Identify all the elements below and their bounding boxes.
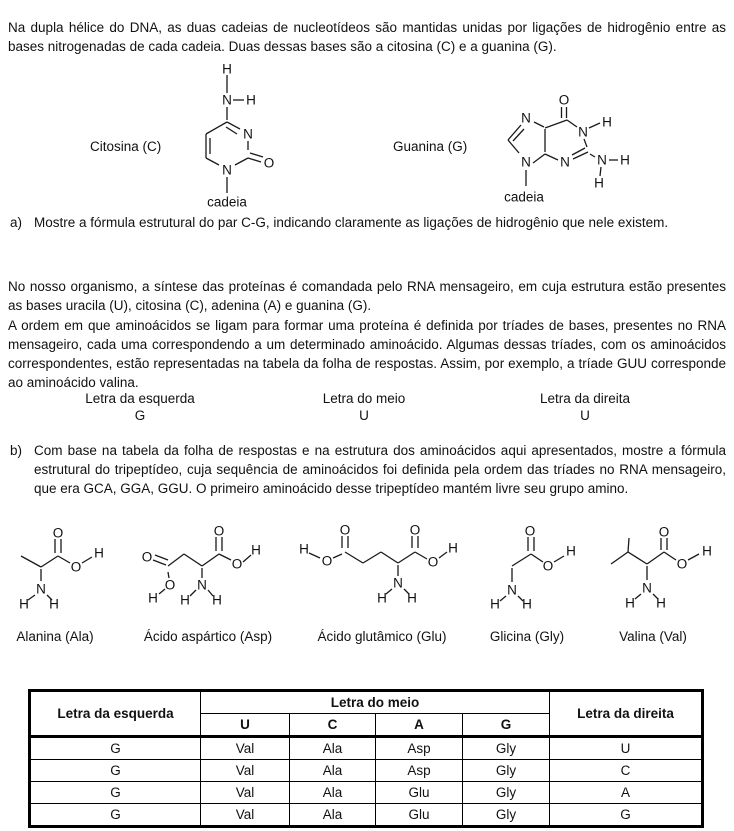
bond-line [190, 590, 196, 596]
bond-line [647, 552, 664, 564]
atom-label: O [213, 523, 225, 539]
table-row [30, 760, 703, 782]
atom-label: N [393, 575, 403, 591]
table-cell: Asp [376, 737, 463, 760]
table-row [30, 737, 703, 760]
atom-label: H [377, 590, 387, 606]
bond-line [21, 556, 41, 567]
bond-line [168, 554, 184, 566]
atom-label: H [407, 590, 417, 606]
atom-label: cadeia [504, 189, 544, 205]
bond-line [184, 554, 202, 566]
bond-line [554, 556, 564, 562]
bond-line [500, 596, 506, 601]
atom-label: H [602, 114, 612, 130]
atom-label: N [597, 152, 607, 168]
triad-right-letter: U [580, 408, 590, 423]
table-cell: G [550, 804, 703, 827]
atom-label: O [339, 522, 351, 538]
codon-table [28, 689, 704, 828]
glutamic-structure-diagram [298, 520, 460, 620]
aspartic-label: Ácido aspártico (Asp) [143, 629, 273, 644]
bond-line [333, 554, 342, 558]
atom-label: O [263, 155, 275, 171]
atom-label: N [243, 126, 253, 142]
table-cell: Ala [290, 782, 376, 804]
atom-label: O [70, 559, 82, 575]
question-item-a [8, 213, 726, 232]
table-cell: G [30, 760, 201, 782]
atom-label: N [222, 162, 232, 178]
triads-paragraph: A ordem em que aminoácidos se ligam para formar uma proteína é definida por tríades de bases, presentes no RNA mensageiro, cada uma correspondendo a um determinado aminoácido. Algumas dessas tríades, com os aminoácidos correspondentes, estão representadas na tabela da folha de respostas. Assim, por exemplo, a tríade GUU corresponde ao aminoácido valina. [8, 317, 726, 390]
atom-label: cadeia [207, 194, 247, 210]
atom-label: N [560, 154, 570, 170]
atom-label: O [321, 553, 333, 569]
atom-label: H [625, 595, 635, 611]
bond-line [219, 554, 231, 560]
item-b-text: Com base na tabela da folha de respostas e na estrutura dos aminoácidos aqui apresentados, mostre a fórmula estrutural do tripeptídeo, cuja sequência de aminoácidos foi definida pela ordem das tríades no RNA mensageiro, que era GCA, GGA, GGU. O primeiro aminoácido desse tripeptídeo mantém livre seu grupo amino. [34, 443, 726, 496]
atom-label: H [246, 92, 256, 108]
guanine-structure-diagram [455, 90, 640, 213]
atom-label: H [49, 596, 59, 612]
atom-label: O [558, 92, 570, 108]
atom-label: O [164, 577, 176, 593]
bond-line [345, 552, 363, 563]
bond-line [415, 552, 427, 559]
atom-label: H [212, 592, 222, 608]
atom-label: N [521, 110, 531, 126]
atom-label: H [180, 592, 190, 608]
codon-header-letter-a: A [376, 714, 463, 737]
bond-line [590, 154, 595, 157]
bond-line [611, 552, 628, 564]
bond-line [309, 553, 320, 558]
bond-line [206, 158, 219, 165]
atom-label: H [94, 545, 104, 561]
glycine-label: Glicina (Gly) [489, 629, 565, 644]
bond-line [545, 120, 567, 128]
atom-label: N [507, 582, 517, 598]
rna-paragraph: No nosso organismo, a síntese das proteínas é comandada pelo RNA mensageiro, em cuja estrutura estão presentes as bases uracila (U), citosina (C), adenina (A) e guanina (G). [8, 278, 726, 313]
table-cell: Gly [463, 737, 550, 760]
bond-line [386, 589, 392, 594]
bond-line [508, 125, 521, 140]
table-cell: Val [201, 782, 290, 804]
bond-line [628, 552, 647, 564]
atom-label: N [36, 581, 46, 597]
codon-header-letter-g: G [463, 714, 550, 737]
atom-label: H [448, 540, 458, 556]
codon-header-right: Letra da direita [550, 691, 703, 737]
bond-line [584, 139, 587, 147]
bond-line [508, 140, 519, 153]
bond-line [533, 154, 545, 163]
bond-line [398, 552, 415, 563]
table-cell: U [550, 737, 703, 760]
atom-label: O [52, 525, 64, 541]
bond-line [513, 129, 524, 141]
glutamic-label: Ácido glutâmico (Glu) [317, 629, 447, 644]
bond-line [153, 560, 166, 565]
atom-label: O [427, 554, 439, 570]
atom-label: O [231, 556, 243, 572]
bond-line [155, 555, 168, 560]
triad-left-letter: G [134, 408, 146, 423]
atom-label: N [578, 124, 588, 140]
item-a-text: Mostre a fórmula estrutural do par C-G, indicando claramente as ligações de hidrogênio que nele existem. [34, 215, 669, 230]
table-cell: Glu [376, 782, 463, 804]
bond-line [243, 555, 251, 562]
bond-line [206, 122, 227, 134]
table-cell: A [550, 782, 703, 804]
atom-label: N [642, 580, 652, 596]
table-cell: Val [201, 760, 290, 782]
aspartic-structure-diagram [138, 520, 273, 620]
item-b-marker: b) [10, 443, 23, 458]
atom-label: H [222, 62, 232, 77]
atom-label: N [222, 92, 232, 108]
table-cell: Asp [376, 760, 463, 782]
bond-line [381, 552, 398, 563]
atom-label: H [594, 175, 604, 191]
bond-line [439, 552, 447, 558]
bond-line [589, 123, 600, 128]
bond-line [82, 557, 92, 563]
atom-label: H [620, 152, 630, 168]
triad-middle-letter: U [359, 408, 369, 423]
bond-line [545, 154, 558, 160]
atom-label: H [251, 542, 261, 558]
bond-line [235, 158, 248, 165]
bond-line [28, 595, 35, 600]
atom-label: H [148, 590, 158, 606]
table-row [30, 782, 703, 804]
triad-example-right [499, 391, 671, 424]
bond-line [534, 122, 544, 127]
valine-label: Valina (Val) [619, 629, 687, 644]
cytosine-label: Citosina (C) [90, 139, 162, 154]
glycine-structure-diagram [483, 520, 583, 620]
table-cell: Ala [290, 804, 376, 827]
valine-structure-diagram [600, 520, 720, 620]
cytosine-structure-diagram [188, 62, 293, 217]
bond-line [226, 127, 237, 134]
alanine-label: Alanina (Ala) [16, 629, 94, 644]
table-cell: G [30, 804, 201, 827]
atom-label: N [521, 154, 531, 170]
bond-line [202, 554, 219, 566]
bond-line [664, 552, 676, 560]
atom-label: N [197, 577, 207, 593]
bond-line [635, 594, 641, 599]
atom-label: O [409, 522, 421, 538]
atom-label: H [490, 596, 500, 612]
table-cell: Val [201, 804, 290, 827]
bond-line [567, 120, 577, 127]
bond-line [248, 158, 261, 162]
atom-label: H [19, 596, 29, 612]
atom-label: O [658, 524, 670, 540]
table-cell: Gly [463, 804, 550, 827]
alanine-structure-diagram [8, 520, 118, 620]
table-cell: Val [201, 737, 290, 760]
atom-label: H [566, 543, 576, 559]
atom-label: O [542, 558, 554, 574]
table-cell: Gly [463, 760, 550, 782]
bond-line [531, 554, 543, 562]
bond-line [227, 122, 240, 129]
codon-header-letter-u: U [201, 714, 290, 737]
table-cell: Gly [463, 782, 550, 804]
atom-label: O [676, 556, 688, 572]
table-cell: Glu [376, 804, 463, 827]
atom-label: O [524, 523, 536, 539]
triad-right-label: Letra da direita [539, 391, 631, 406]
bond-line [58, 556, 70, 563]
table-cell: G [30, 737, 201, 760]
table-cell: Ala [290, 760, 376, 782]
triad-middle-label: Letra do meio [322, 391, 406, 406]
atom-label: H [656, 595, 666, 611]
codon-header-letter-c: C [290, 714, 376, 737]
codon-header-middle: Letra do meio [201, 691, 550, 714]
bond-line [688, 554, 699, 560]
table-cell: Ala [290, 737, 376, 760]
bond-line [41, 556, 58, 567]
table-cell: C [550, 760, 703, 782]
atom-label: H [702, 543, 712, 559]
codon-header-left: Letra da esquerda [30, 691, 201, 737]
triad-example-left [54, 391, 226, 424]
intro-paragraph: Na dupla hélice do DNA, as duas cadeias de nucleotídeos são mantidas unidas por ligações de hidrogênio entre as bases nitrogenadas de cada cadeia. Duas dessas bases são a citosina (C) e a guanina (G). [8, 19, 726, 54]
table-cell: G [30, 782, 201, 804]
table-row [30, 804, 703, 827]
bond-line [628, 538, 629, 552]
atom-label: H [522, 596, 532, 612]
bond-line [512, 554, 531, 566]
bond-line [250, 153, 263, 157]
item-a-marker: a) [10, 215, 23, 230]
bond-line [363, 552, 381, 563]
triad-left-label: Letra da esquerda [85, 391, 195, 406]
question-item-b [8, 441, 726, 498]
atom-label: H [299, 541, 309, 557]
atom-label: O [141, 549, 153, 565]
triad-example-middle [278, 391, 450, 424]
guanine-label: Guanina (G) [393, 139, 468, 154]
